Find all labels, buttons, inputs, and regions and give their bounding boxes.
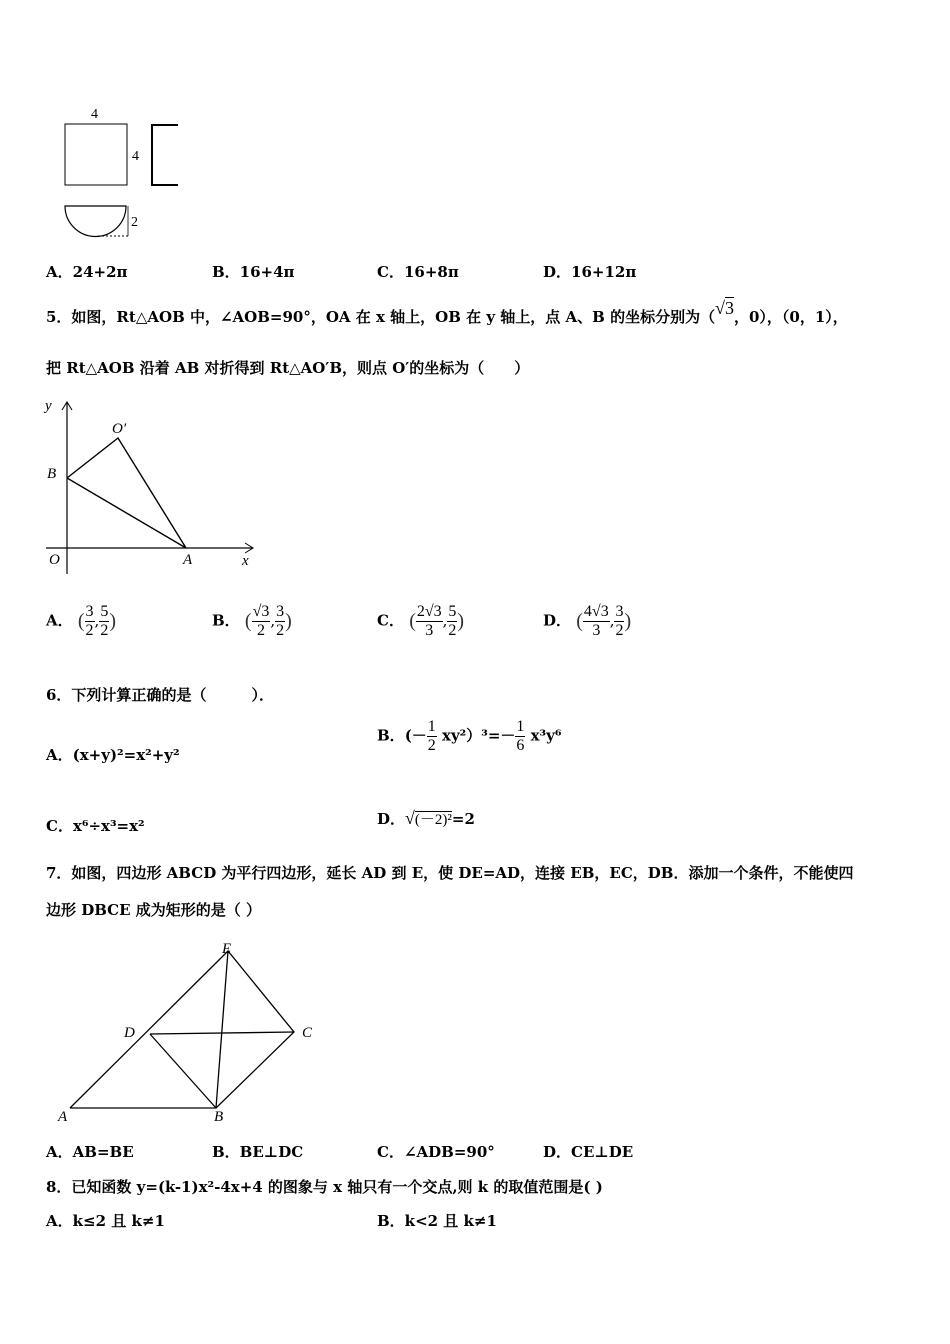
q7-label-a: A — [58, 1109, 68, 1125]
q5-a-y-num: 5 — [100, 603, 109, 620]
q5-a-x-den: 2 — [85, 622, 94, 639]
q7-label-b: B — [214, 1109, 224, 1125]
q5-option-a-label: A． — [46, 611, 73, 630]
q6-option-b-label: B． — [377, 726, 405, 745]
q5-c-x-den: 3 — [425, 622, 434, 639]
q5-option-c[interactable]: C． ( $\frac{2√3}{3}$ , $\frac{5}{2}$ ) — [377, 603, 465, 639]
q6-option-d-label: D． — [377, 810, 406, 828]
q4-option-c[interactable]: C．16+8π — [377, 263, 459, 281]
q4-three-views-figure — [38, 104, 178, 244]
q6-d-result: =2 — [451, 810, 475, 828]
q5-b-y-num: 3 — [276, 603, 285, 620]
q7-stem-line2: 边形 DBCE 成为矩形的是（ ） — [46, 901, 262, 919]
q5-d-x-den: 3 — [592, 622, 601, 639]
q7-option-c[interactable]: C．∠ADB=90° — [377, 1143, 495, 1161]
q5-stem-post: ，0），（0，1）， — [733, 308, 848, 326]
q6-stem: 6．下列计算正确的是（ ）． — [46, 686, 274, 704]
q5-x-axis-label: x — [242, 553, 249, 569]
q5-stem-line1 — [46, 298, 848, 327]
q7-label-e: E — [222, 941, 232, 957]
q5-c-y-num: 5 — [448, 603, 457, 620]
q7-outline-a-e-c-b-a — [70, 951, 294, 1108]
q5-origin-label: O — [49, 552, 60, 568]
q4-option-d[interactable]: D．16+12π — [543, 263, 637, 281]
q5-triangle-abo-prime — [67, 438, 186, 548]
q4-depth-label: 2 — [131, 215, 138, 230]
q5-c-y-den: 2 — [448, 622, 457, 639]
q6-option-c[interactable]: C．x⁶÷x³=x² — [46, 817, 145, 835]
q8-option-b[interactable]: B．k<2 且 k≠1 — [377, 1212, 497, 1230]
q6-d-radicand: (－2)² — [414, 812, 452, 828]
q5-b-x-num: √3 — [252, 603, 270, 620]
q5-option-b-label: B． — [212, 611, 240, 630]
q7-segment-eb — [216, 951, 228, 1108]
q5-option-c-label: C． — [377, 611, 404, 630]
q4-side-view — [152, 125, 178, 185]
q5-d-y-num: 3 — [615, 603, 624, 620]
q7-segment-db — [150, 1034, 216, 1108]
q6-b-frac2-num: 1 — [516, 718, 525, 735]
q5-coordinate-graph — [40, 398, 255, 576]
q5-option-b[interactable]: B． ( $\frac{√3}{2}$ , $\frac{3}{2}$ ) — [212, 603, 292, 639]
q6-b-frac2-den: 6 — [516, 737, 525, 754]
q5-c-x-num: 2√3 — [416, 603, 442, 620]
q5-b-x-den: 2 — [256, 622, 265, 639]
q5-a-y-den: 2 — [100, 622, 109, 639]
q5-stem-pre: 5．如图，Rt△AOB 中，∠AOB=90°，OA 在 x 轴上，OB 在 y 轴上，点 A、B 的坐标分别为（ — [46, 308, 716, 326]
q5-a-x-num: 3 — [85, 603, 94, 620]
q6-option-a[interactable]: A．(x+y)²=x²+y² — [46, 746, 180, 764]
q4-top-width-label: 4 — [91, 107, 98, 122]
q5-stem-line2: 把 Rt△AOB 沿着 AB 对折得到 Rt△AO′B，则点 O′的坐标为（ ） — [46, 359, 530, 377]
q7-option-a[interactable]: A．AB=BE — [46, 1143, 134, 1161]
q5-option-d-label: D． — [543, 611, 572, 630]
q6-option-b[interactable]: B．(－ $\frac{1}{2}$ xy²）³=－ $\frac{1}{6}$ x³y⁶ — [377, 718, 562, 754]
q6-b-frac1-num: 1 — [427, 718, 436, 735]
q5-sqrt-symbol: √3 — [715, 298, 734, 318]
q5-b-y-den: 2 — [276, 622, 285, 639]
q7-label-c: C — [302, 1025, 313, 1041]
q8-stem: 8．已知函数 y=(k-1)x²-4x+4 的图象与 x 轴只有一个交点,则 k 的取值范围是( ) — [46, 1178, 603, 1196]
q7-option-b[interactable]: B．BE⊥DC — [212, 1143, 304, 1161]
q6-option-d[interactable] — [377, 808, 475, 829]
q5-point-a-label: A — [183, 552, 193, 568]
q5-option-d[interactable]: D． ( $\frac{4√3}{3}$ , $\frac{3}{2}$ ) — [543, 603, 632, 639]
q4-front-view — [65, 124, 127, 185]
q5-option-a[interactable]: A． ( $\frac{3}{2}$ , $\frac{5}{2}$ ) — [46, 603, 116, 639]
q5-y-axis-label: y — [45, 398, 52, 414]
q5-point-b-label: B — [47, 466, 57, 482]
q4-side-height-label: 4 — [132, 149, 139, 164]
q6-b-frac1-den: 2 — [427, 737, 436, 754]
q4-option-b[interactable]: B．16+4π — [212, 263, 295, 281]
q5-point-oprime-label: O′ — [112, 421, 127, 437]
q7-stem-line1: 7．如图，四边形 ABCD 为平行四边形，延长 AD 到 E，使 DE=AD，连接 EB，EC，DB．添加一个条件，不能使四 — [46, 864, 854, 882]
q5-d-y-den: 2 — [615, 622, 624, 639]
q8-option-a[interactable]: A．k≤2 且 k≠1 — [46, 1212, 165, 1230]
q5-sqrt-value: 3 — [724, 298, 734, 318]
q7-option-d[interactable]: D．CE⊥DE — [543, 1143, 634, 1161]
q7-parallelogram-figure — [52, 938, 322, 1126]
q4-top-view-semicircle — [65, 206, 126, 237]
q5-d-x-num: 4√3 — [583, 603, 609, 620]
q4-option-a[interactable]: A．24+2π — [46, 263, 128, 281]
q6-d-sqrt-symbol: √(－2)² — [405, 808, 452, 828]
q7-label-d: D — [124, 1025, 135, 1041]
